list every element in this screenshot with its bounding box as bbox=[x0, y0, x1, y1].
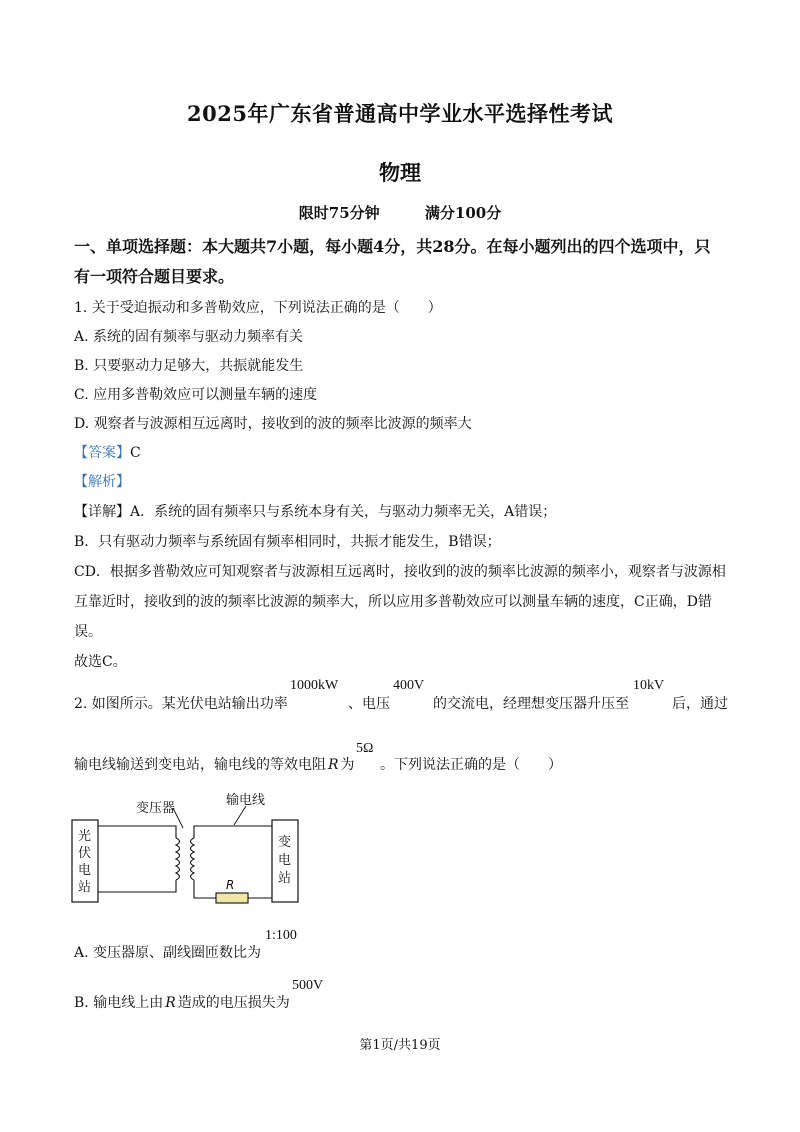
solar-char-4: 站 bbox=[78, 880, 92, 895]
q2-stem-part4: 后，通过 bbox=[672, 696, 728, 712]
resistor-label: R bbox=[226, 878, 235, 892]
q1-stem: 1. 关于受迫振动和多普勒效应，下列说法正确的是（ ） bbox=[74, 300, 442, 316]
substation-char-2: 电 bbox=[278, 853, 292, 868]
detail-label: 【详解】 bbox=[74, 504, 130, 520]
q2-stem-line2 bbox=[74, 754, 355, 774]
q2-option-a-text: A. 变压器原、副线圈匝数比为 bbox=[74, 945, 262, 961]
transformer-label: 变压器 bbox=[136, 801, 176, 816]
q2-option-a-value: 1:100 bbox=[265, 928, 297, 943]
q2-option-b-value: 500V bbox=[292, 978, 324, 993]
q2-stem-line2-b: 为 bbox=[340, 757, 355, 773]
q2-option-b-text-1: B. 输电线上由 bbox=[74, 995, 164, 1011]
line-label-leader bbox=[234, 806, 246, 825]
answer-label: 【答案】 bbox=[74, 445, 130, 461]
q2-resistance-formula: 5Ω bbox=[356, 741, 374, 756]
page-footer: 第1页/共19页 bbox=[359, 1038, 441, 1053]
q2-stem-part3: 的交流电，经理想变压器升压至 bbox=[433, 696, 629, 712]
q1-option-a: A. 系统的固有频率与驱动力频率有关 bbox=[74, 329, 304, 345]
resistor-symbol: R bbox=[328, 757, 339, 773]
secondary-coil bbox=[191, 838, 195, 880]
q1-detail-cd-1: CD．根据多普勒效应可知观察者与波源相互远离时，接收到的波的频率比波源的频率小，观察者与波源相 bbox=[74, 564, 726, 580]
q1-option-d: D. 观察者与波源相互远离时，接收到的波的频率比波源的频率大 bbox=[74, 416, 472, 432]
solar-char-1: 光 bbox=[78, 829, 92, 844]
solar-char-2: 伏 bbox=[78, 846, 92, 861]
q1-detail-cd-3: 误。 bbox=[74, 624, 102, 640]
circuit-diagram bbox=[70, 788, 310, 908]
q2-power-formula: 1000kW bbox=[290, 678, 339, 693]
solar-char-3: 电 bbox=[78, 863, 92, 878]
q1-detail-b: B．只有驱动力频率与系统固有频率相同时，共振才能发生，B错误； bbox=[74, 534, 501, 550]
substation-char-3: 站 bbox=[278, 871, 292, 886]
line-label: 输电线 bbox=[226, 793, 266, 808]
exam-subject: 物理 bbox=[379, 160, 421, 185]
q2-boost-formula: 10kV bbox=[633, 678, 665, 693]
q1-analysis bbox=[74, 471, 130, 491]
resistor bbox=[216, 893, 248, 903]
full-score: 满分100分 bbox=[424, 204, 502, 222]
primary-top-wire bbox=[98, 826, 176, 838]
substation-char-1: 变 bbox=[278, 835, 292, 850]
option-b-resistor-symbol: R bbox=[165, 995, 176, 1011]
section-heading-line1: 一、单项选择题：本大题共7小题，每小题4分，共28分。在每小题列出的四个选项中，只 bbox=[74, 237, 711, 256]
primary-bottom-wire bbox=[98, 880, 176, 892]
secondary-top-wire bbox=[194, 826, 272, 838]
q2-option-b-text-2: 造成的电压损失为 bbox=[177, 995, 290, 1011]
exam-title: 2025年广东省普通高中学业水平选择性考试 bbox=[187, 101, 613, 126]
q2-stem-part1: 2. 如图所示。某光伏电站输出功率 bbox=[74, 696, 288, 712]
q2-stem-line2-c: 。下列说法正确的是（ ） bbox=[380, 757, 562, 773]
q1-detail-a bbox=[74, 501, 556, 521]
secondary-bottom-wire-left bbox=[194, 880, 216, 898]
q1-answer bbox=[74, 442, 141, 462]
q2-voltage-formula: 400V bbox=[393, 678, 425, 693]
exam-time-score bbox=[0, 202, 800, 223]
answer-value: C bbox=[130, 445, 141, 461]
q2-option-b-text bbox=[74, 992, 290, 1012]
section-heading-line2: 有一项符合题目要求。 bbox=[74, 267, 235, 286]
q1-detail-cd-2: 互靠近时，接收到的波的频率比波源的频率大，所以应用多普勒效应可以测量车辆的速度，C正确，D错 bbox=[74, 594, 712, 610]
time-limit: 限时75分钟 bbox=[298, 204, 380, 222]
detail-a-text: A．系统的固有频率只与系统本身有关，与驱动力频率无关，A错误； bbox=[130, 504, 557, 520]
q1-option-b: B. 只要驱动力足够大，共振就能发生 bbox=[74, 358, 304, 374]
q1-option-c: C. 应用多普勒效应可以测量车辆的速度 bbox=[74, 387, 318, 403]
analysis-label: 【解析】 bbox=[74, 474, 130, 490]
primary-coil bbox=[176, 838, 180, 880]
q2-stem-part2: 、电压 bbox=[348, 696, 390, 712]
q1-conclusion: 故选C。 bbox=[74, 654, 127, 670]
q2-stem-line2-a: 输电线输送到变电站，输电线的等效电阻 bbox=[74, 757, 326, 773]
